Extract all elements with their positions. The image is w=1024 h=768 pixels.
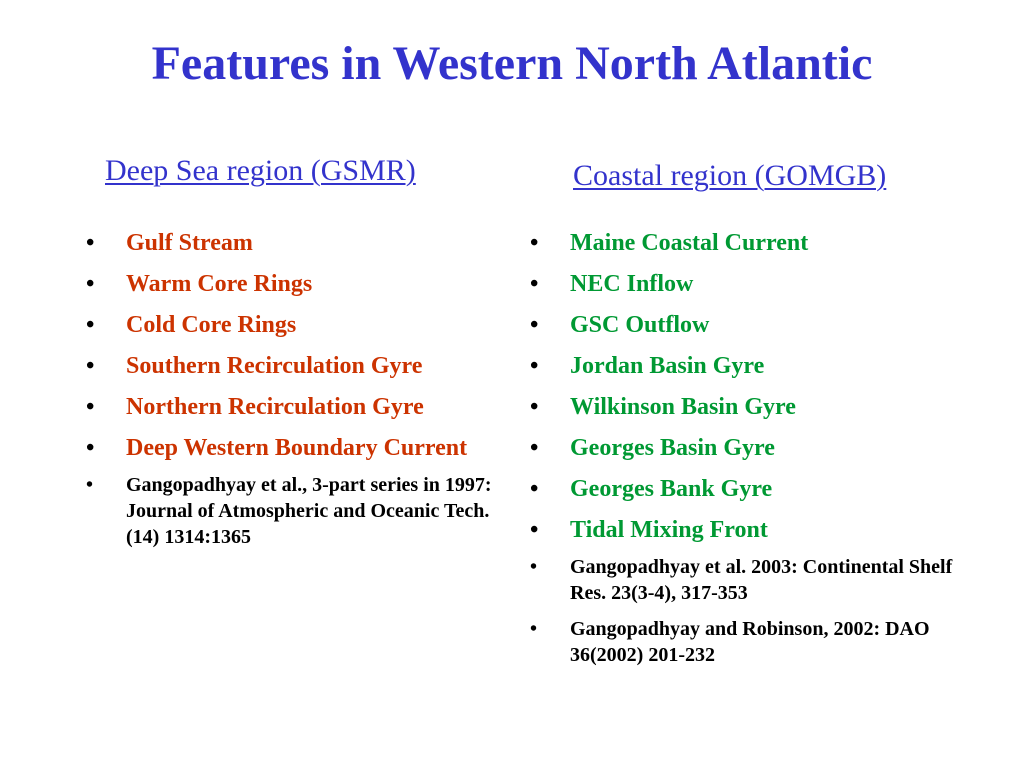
list-item-text: Georges Basin Gyre — [570, 435, 775, 461]
list-item — [530, 267, 970, 301]
bullet-icon: • — [86, 353, 95, 379]
list-item — [530, 513, 970, 547]
bullet-icon: • — [530, 271, 539, 297]
list-item — [86, 431, 506, 465]
list-item-text: Northern Recirculation Gyre — [126, 394, 424, 420]
bullet-icon: • — [86, 312, 95, 338]
bullet-icon: • — [86, 474, 94, 496]
list-item-text: Wilkinson Basin Gyre — [570, 394, 796, 420]
bullet-icon: • — [530, 353, 539, 379]
reference-text: Gangopadhyay et al. 2003: Continental Shelf Res. 23(3-4), 317-353 — [570, 556, 953, 604]
list-item-text: Tidal Mixing Front — [570, 517, 768, 543]
list-item-text: Jordan Basin Gyre — [570, 353, 765, 379]
reference-text: Gangopadhyay et al., 3-part series in 1997: Journal of Atmospheric and Oceanic Tech. (14) 1314:1365 — [126, 474, 492, 548]
list-item-text: Maine Coastal Current — [570, 230, 809, 256]
bullet-icon: • — [530, 517, 539, 543]
list-item — [86, 390, 506, 424]
list-item — [530, 390, 970, 424]
list-item-text: NEC Inflow — [570, 271, 694, 297]
list-item — [530, 226, 970, 260]
list-item — [530, 472, 970, 506]
list-item-text: Deep Western Boundary Current — [126, 435, 468, 461]
bullet-icon: • — [530, 312, 539, 338]
reference-item — [530, 554, 970, 606]
slide-title: Features in Western North Atlantic — [151, 37, 873, 90]
list-item-text: GSC Outflow — [570, 312, 710, 338]
list-item — [530, 431, 970, 465]
list-item-text: Cold Core Rings — [126, 312, 297, 338]
list-item — [86, 308, 506, 342]
bullet-icon: • — [86, 230, 95, 256]
bullet-icon: • — [86, 271, 95, 297]
list-item — [86, 349, 506, 383]
right-column-heading: Coastal region (GOMGB) — [573, 159, 887, 192]
bullet-icon: • — [530, 394, 539, 420]
bullet-icon: • — [530, 435, 539, 461]
bullet-icon: • — [86, 435, 95, 461]
bullet-icon: • — [530, 556, 538, 578]
left-column-list — [86, 226, 506, 560]
list-item — [86, 226, 506, 260]
list-item — [530, 308, 970, 342]
list-item-text: Georges Bank Gyre — [570, 476, 773, 502]
list-item-text: Gulf Stream — [126, 230, 253, 256]
reference-item — [86, 472, 506, 550]
bullet-icon: • — [530, 618, 538, 640]
bullet-icon: • — [530, 230, 539, 256]
reference-text: Gangopadhyay and Robinson, 2002: DAO 36(2002) 201-232 — [570, 618, 930, 666]
left-column-heading: Deep Sea region (GSMR) — [105, 154, 416, 187]
bullet-icon: • — [530, 476, 539, 502]
list-item-text: Warm Core Rings — [126, 271, 313, 297]
list-item-text: Southern Recirculation Gyre — [126, 353, 423, 379]
right-column-list — [530, 226, 970, 678]
reference-item — [530, 616, 970, 668]
list-item — [86, 267, 506, 301]
bullet-icon: • — [86, 394, 95, 420]
list-item — [530, 349, 970, 383]
